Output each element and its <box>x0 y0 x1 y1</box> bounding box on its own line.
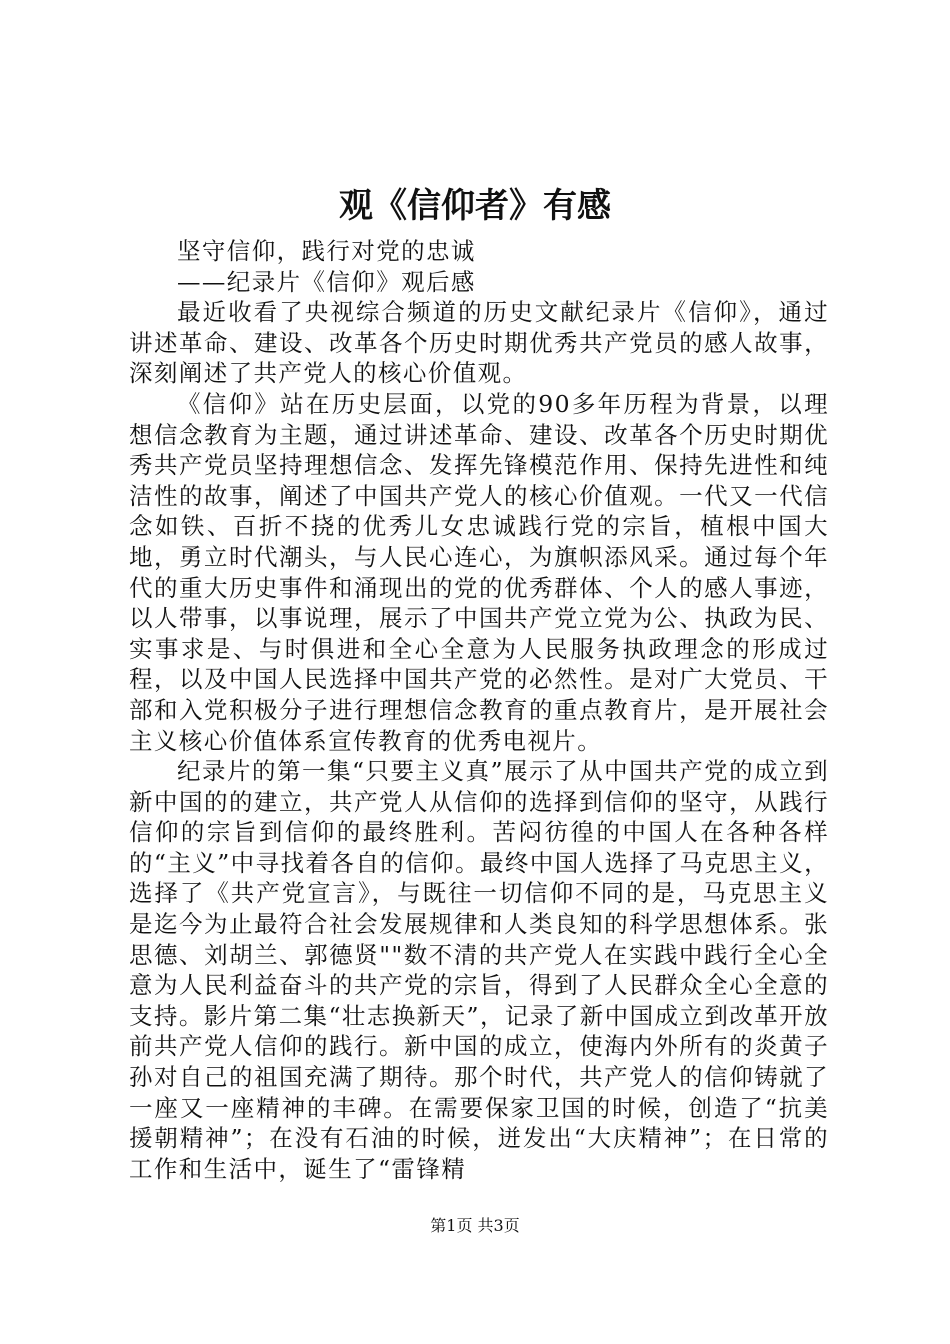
body-paragraph: 最近收看了央视综合频道的历史文献纪录片《信仰》，通过讲述革命、建设、改革各个历史时期优秀共产党员的感人故事，深刻阐述了共产党人的核心价值观。 <box>129 298 829 388</box>
body-paragraph: 纪录片的第一集“只要主义真”展示了从中国共产党的成立到新中国的的建立，共产党人从信仰的选择到信仰的坚守，从践行信仰的宗旨到信仰的最终胜利。苦闷彷徨的中国人在各种各样的“主义”中寻找着各自的信仰。最终中国人选择了马克思主义，选择了《共产党宣言》，与既往一切信仰不同的是，马克思主义是迄今为止最符合社会发展规律和人类良知的科学思想体系。张思德、刘胡兰、郭德贤""数不清的共产党人在实践中践行全心全意为人民利益奋斗的共产党的宗旨，得到了人民群众全心全意的支持。影片第二集“壮志换新天”，记录了新中国成立到改革开放前共产党人信仰的践行。新中国的成立，使海内外所有的炎黄子孙对自己的祖国充满了期待。那个时代，共产党人的信仰铸就了一座又一座精神的丰碑。在需要保家卫国的时候，创造了“抗美援朝精神”；在没有石油的时候，迸发出“大庆精神”；在日常的工作和生活中，诞生了“雷锋精 <box>129 757 829 1183</box>
document-body <box>129 236 829 1184</box>
subtitle-line: 坚守信仰，践行对党的忠诚 <box>177 237 476 265</box>
subtitle-line: ——纪录片《信仰》观后感 <box>177 267 476 296</box>
page-footer: 第1页 共3页 <box>430 1216 520 1235</box>
body-paragraph: 《信仰》站在历史层面，以党的90多年历程为背景，以理想信念教育为主题，通过讲述革命、建设、改革各个历史时期优秀共产党员坚持理想信念、发挥先锋模范作用、保持先进性和纯洁性的故事，阐述了中国共产党人的核心价值观。一代又一代信念如铁、百折不挠的优秀儿女忠诚践行党的宗旨，植根中国大地，勇立时代潮头，与人民心连心，为旗帜添风采。通过每个年代的重大历史事件和涌现出的党的优秀群体、个人的感人事迹，以人带事，以事说理，展示了中国共产党立党为公、执政为民、实事求是、与时俱进和全心全意为人民服务执政理念的形成过程，以及中国人民选择中国共产党的必然性。是对广大党员、干部和入党积极分子进行理想信念教育的重点教育片，是开展社会主义核心价值体系宣传教育的优秀电视片。 <box>129 389 829 755</box>
document-title: 观《信仰者》有感 <box>339 186 611 226</box>
